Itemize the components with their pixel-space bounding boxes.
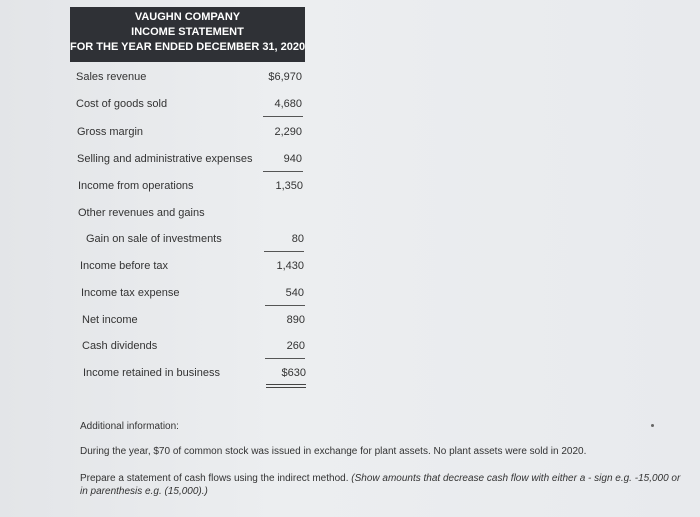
row-label: Gain on sale of investments bbox=[86, 233, 222, 245]
additional-info-line: During the year, $70 of common stock was issued in exchange for plant assets. No plant assets were sold in 2020. bbox=[80, 446, 587, 457]
subtotal-rule bbox=[265, 358, 305, 359]
row-value: 80 bbox=[291, 233, 304, 245]
company-name: VAUGHN COMPANY bbox=[134, 11, 241, 23]
row-label: Cost of goods sold bbox=[76, 98, 168, 110]
subtotal-rule bbox=[263, 116, 303, 117]
row-value: 1,350 bbox=[275, 180, 303, 192]
row-value: 540 bbox=[285, 287, 304, 299]
row-label: Sales revenue bbox=[76, 71, 147, 83]
statement-header bbox=[70, 7, 305, 62]
row-value: 1,430 bbox=[276, 260, 304, 272]
row-label: Other revenues and gains bbox=[78, 207, 205, 219]
row-label: Selling and administrative expenses bbox=[77, 153, 253, 165]
row-label: Gross margin bbox=[77, 126, 144, 138]
row-label: Income from operations bbox=[78, 180, 194, 192]
subtotal-rule bbox=[263, 171, 303, 172]
subtotal-rule bbox=[265, 305, 305, 306]
subtotal-rule bbox=[264, 251, 304, 252]
instructions-format: (Show amounts that decrease cash flow with either a - sign e.g. -15,000 or in parenthesis e.g. (15,000).) bbox=[80, 473, 681, 497]
row-value: 260 bbox=[286, 340, 305, 352]
row-label: Net income bbox=[82, 314, 138, 326]
row-label: Income before tax bbox=[80, 260, 169, 272]
row-value: 940 bbox=[283, 153, 302, 165]
row-value: 2,290 bbox=[274, 126, 302, 138]
instructions bbox=[80, 472, 690, 498]
row-value: $6,970 bbox=[268, 71, 302, 83]
row-value: 4,680 bbox=[274, 98, 302, 110]
row-value: $630 bbox=[281, 367, 306, 379]
row-label: Income tax expense bbox=[81, 287, 180, 299]
total-double-rule bbox=[266, 384, 306, 388]
row-label: Income retained in business bbox=[83, 367, 220, 379]
row-value: 890 bbox=[286, 314, 305, 326]
statement-title: INCOME STATEMENT bbox=[131, 26, 244, 38]
row-label: Cash dividends bbox=[82, 340, 158, 352]
statement-period: FOR THE YEAR ENDED DECEMBER 31, 2020 bbox=[70, 41, 306, 53]
instructions-prompt: Prepare a statement of cash flows using the indirect method. bbox=[80, 473, 349, 484]
stray-dot bbox=[651, 424, 654, 427]
additional-info-title: Additional information: bbox=[80, 421, 179, 432]
